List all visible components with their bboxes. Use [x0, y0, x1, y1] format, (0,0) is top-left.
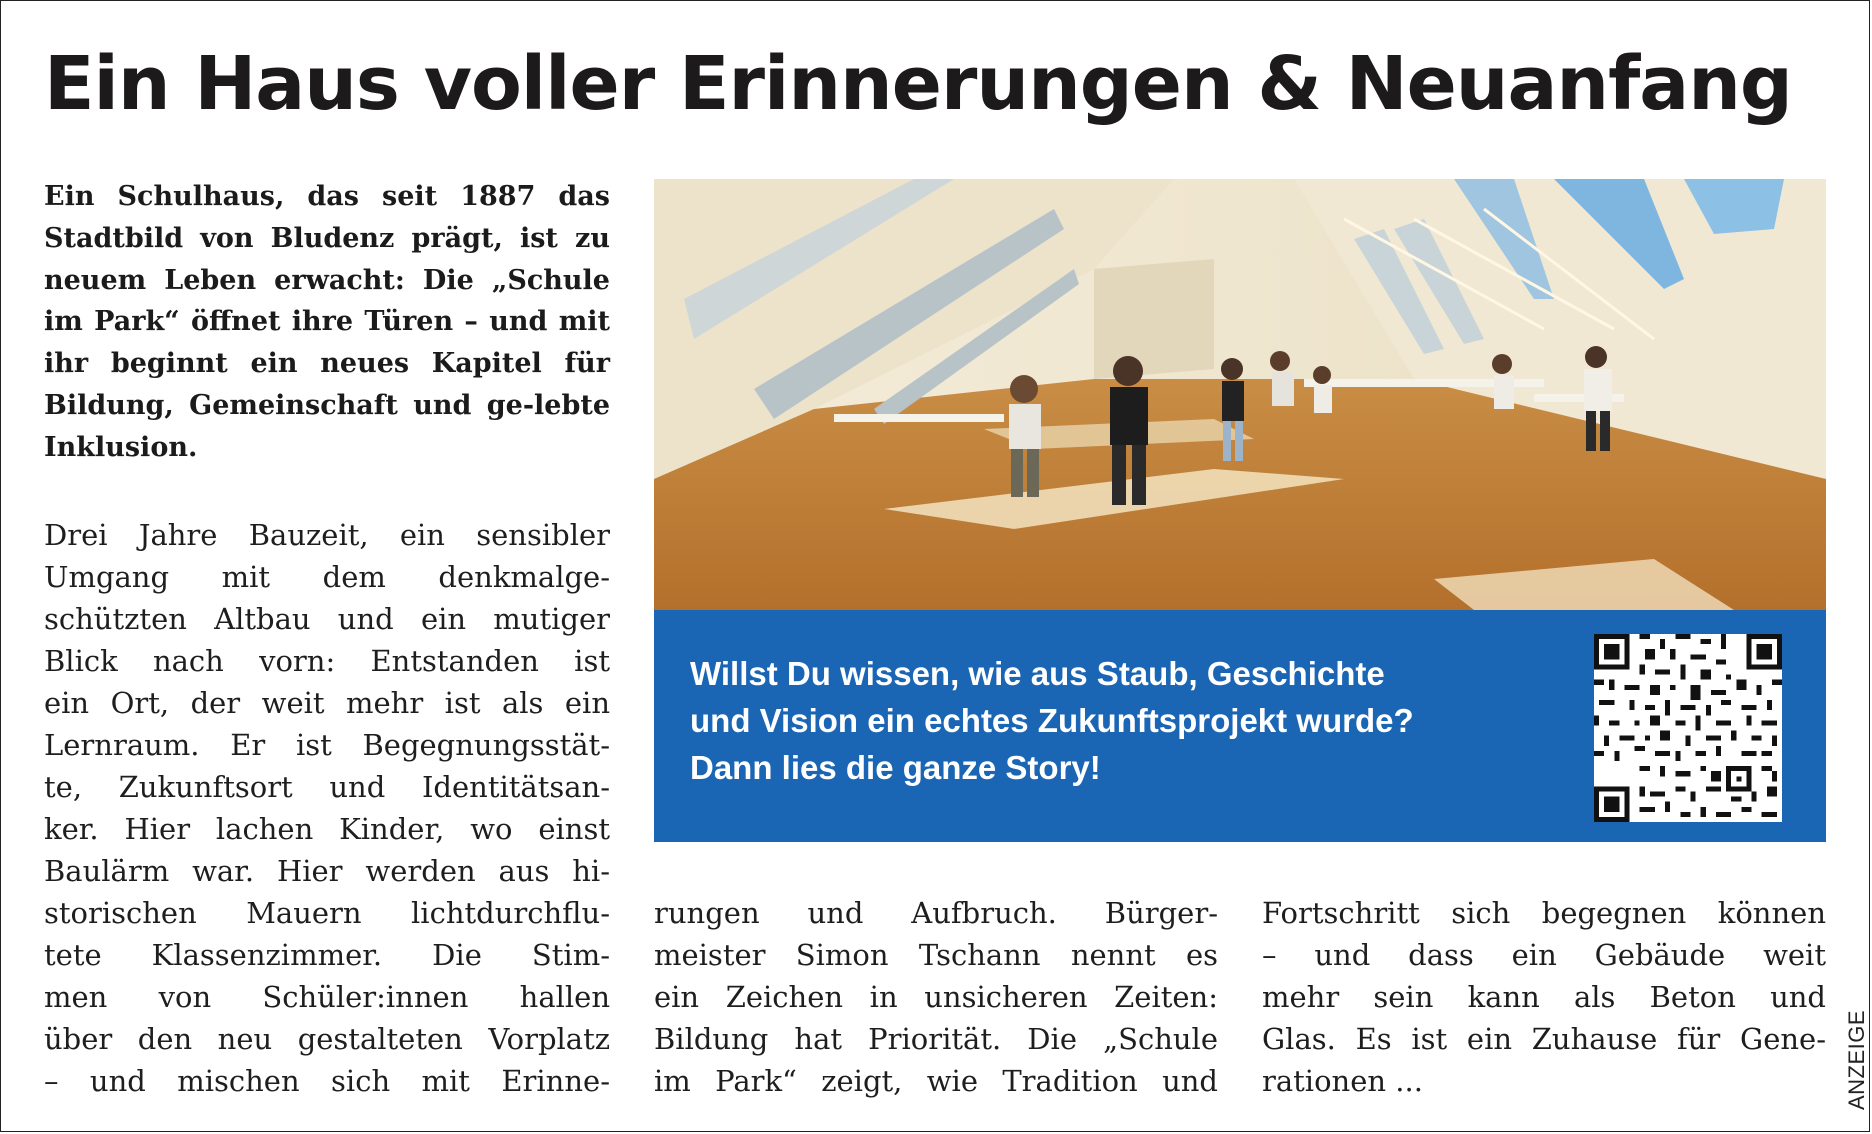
body-line: mehr sein kann als Beton und [1262, 980, 1826, 1014]
body-line: tete Klassenzimmer. Die Stim- [44, 938, 610, 972]
classroom-photo [654, 179, 1826, 610]
body-line: Drei Jahre Bauzeit, ein sensibler [44, 518, 610, 552]
headline: Ein Haus voller Erinnerungen & Neuanfang [44, 41, 1792, 127]
body-line: rationen ... [1262, 1064, 1423, 1098]
qr-code-icon[interactable] [1594, 634, 1782, 822]
body-line: storischen Mauern lichtdurchflu- [44, 896, 610, 930]
body-line: Blick nach vorn: Entstanden ist [44, 644, 610, 678]
body-column-2 [654, 892, 1218, 1102]
body-line: ker. Hier lachen Kinder, wo einst [44, 812, 610, 846]
body-line: über den neu gestalteten Vorplatz [44, 1022, 610, 1056]
call-to-action-box [654, 610, 1826, 842]
body-line: schützten Altbau und ein mutiger [44, 602, 610, 636]
advertisement-label: ANZEIGE [1844, 1009, 1869, 1110]
body-line: im Park“ zeigt, wie Tradition und [654, 1064, 1218, 1098]
body-line: Baulärm war. Hier werden aus hi- [44, 854, 610, 888]
body-line: Bildung hat Priorität. Die „Schule [654, 1022, 1218, 1056]
body-line: men von Schüler:innen hallen [44, 980, 610, 1014]
body-line: ein Zeichen in unsicheren Zeiten: [654, 980, 1218, 1014]
cta-line: und Vision ein echtes Zukunftsprojekt wurde? [690, 702, 1414, 739]
cta-text [690, 650, 1550, 791]
photo-illustration [654, 179, 1826, 610]
body-line: rungen und Aufbruch. Bürger- [654, 896, 1218, 930]
lead-paragraph [44, 176, 610, 469]
body-line: Lernraum. Er ist Begegnungsstät- [44, 728, 610, 762]
body-line: – und dass ein Gebäude weit [1262, 938, 1826, 972]
body-line: – und mischen sich mit Erinne- [44, 1064, 610, 1098]
body-line: meister Simon Tschann nennt es [654, 938, 1218, 972]
body-column-3 [1262, 892, 1826, 1102]
cta-line: Dann lies die ganze Story! [690, 749, 1101, 786]
body-line: te, Zukunftsort und Identitätsan- [44, 770, 610, 804]
body-column-1 [44, 514, 610, 1102]
qr-code-graphic [1594, 634, 1782, 822]
body-line: Glas. Es ist ein Zuhause für Gene- [1262, 1022, 1826, 1056]
body-line: Fortschritt sich begegnen können [1262, 896, 1826, 930]
body-line: ein Ort, der weit mehr ist als ein [44, 686, 610, 720]
lead-text: Ein Schulhaus, das seit 1887 das Stadtbild von Bludenz prägt, ist zu neuem Leben erwacht: Die „Schule im Park“ öffnet ihre Türen – und mit ihr beginnt ein neues Kapitel für Bildung, Gemeinschaft und ge-lebte Inklusion. [44, 181, 610, 463]
cta-line: Willst Du wissen, wie aus Staub, Geschichte [690, 655, 1385, 692]
body-line: Umgang mit dem denkmalge- [44, 560, 610, 594]
